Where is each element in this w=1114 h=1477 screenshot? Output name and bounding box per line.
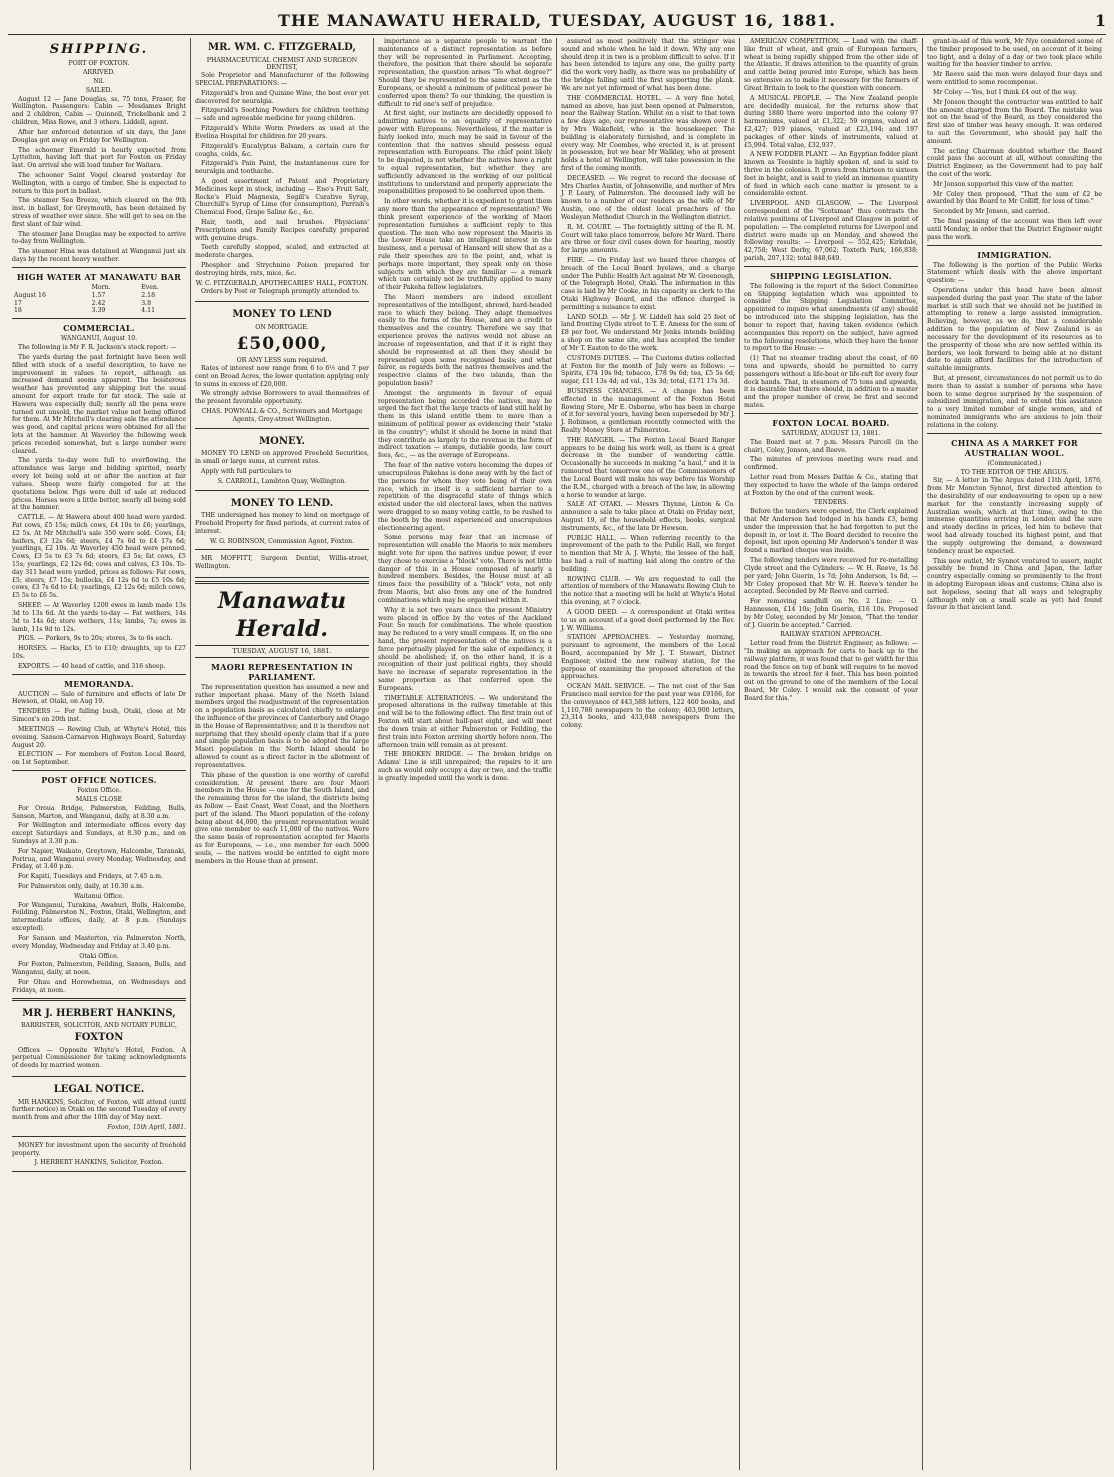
editorial-paragraph: At first sight, our instincts are decidedly opposed to admitting natives to an equality of representative power with Europeans. Nevertheless, if the matter is fairly looked into, much may be said in favour of the contention that the natives should possess equal representation with Europeans. The chief point likely to be disputed, is not whether the natives have a right to equal representation, but whether they are sufficiently advanced in the working of our political institutions to understand and properly appreciate the responsibilities proposed to be conferred upon them.: [378, 110, 552, 196]
masthead: [8, 8, 1106, 35]
immigration-heading: IMMIGRATION.: [977, 249, 1052, 260]
column-4: [557, 38, 740, 1470]
commercial-dateline: WANGANUI, August 10.: [60, 335, 138, 343]
divider: [12, 998, 186, 1001]
editorial-paragraph: Amongst the arguments in favour of equal representation being accorded the natives, may be urged the fact that the large tracts of land still held by them in this island entitle them to more than a minimum of political power as evidencing their "stake in the country"; whilst it should be borne in mind that they contribute as largely to the revenue in the form of indirect taxation — stamps, dutiable goods, law court fees, &c., — as the average of Europeans.: [378, 389, 552, 460]
advert-list-item: Fitzgerald's Pain Paint, the instantaneous cure for neuralgia and toothache.: [195, 160, 369, 176]
masthead-title: THE MANAWATU HERALD, TUESDAY, AUGUST 16, 1881.: [278, 11, 836, 30]
mails-close-label: MAILS CLOSE: [75, 795, 123, 803]
memoranda-item: AUCTION — Sale of furniture and effects of late Dr Hewson, at Otaki, on Aug 19.: [12, 690, 186, 706]
advert-title: PHARMACEUTICAL CHEMIST AND SURGEON DENTIST,: [206, 56, 358, 72]
divider: [12, 267, 186, 268]
tide-cell: 2.18: [141, 291, 156, 299]
china-wool-addressee: TO THE EDITOR OF THE ARGUS.: [960, 468, 1069, 476]
tide-table: [12, 284, 186, 315]
report-paragraph: The final passing of the account was then left over until Monday, in order that the District Engineer might pass the work.: [927, 218, 1102, 241]
advert-heading: MONEY TO LEND.: [230, 497, 334, 509]
commercial-paragraph: The following is Mr F. R. Jackson's stock report: —: [18, 344, 177, 352]
editorial-heading: MAORI REPRESENTATION IN PARLIAMENT.: [211, 661, 353, 682]
news-paragraph: A MUSICAL PEOPLE. — The New Zealand people are decidedly musical, for the returns show that during 1880 there were imported into the colony 97 harmoniums, valued at £1,322; 59 organs, valued at £2,427; 919 pianos, valued at £23,194; and 197 packages of other kinds of instruments, valued at £5,994. Total value, £32,937.: [744, 94, 918, 149]
divider: [195, 581, 369, 584]
news-paragraph: PUBLIC HALL. — When referring recently to the improvement of the path to the Public Hall, we forgot to mention that Mr A. J. Whyte, the lessee of the hall, has had a rail of matting laid along the centre of the building.: [561, 534, 735, 573]
report-paragraph: The following is the portion of the Public Works Statement which deals with the above important question: —: [927, 261, 1102, 285]
editorial-paragraph: The representation question has assumed a new and rather important phase. Many of the North Island members urged the readjustment of the representation on a population basis as calculated chiefly to enlarge the influence of the provinces of Canterbury and Otago in the House of Representatives; and it is therefore not surprising that they should openly claim that if a pure and simple population basis is to be adopted the large Maori population in the North Island should be allowed to count as a direct factor in the allotment of representatives.: [195, 683, 369, 769]
memoranda-item: MEETINGS — Rowing Club, at Whyte's Hotel, this evening. Sanson-Carnarvon Highways Board, Saturday August 20.: [12, 725, 186, 749]
advert-body: MONEY for investment upon the security of freehold property.: [12, 1141, 186, 1157]
news-paragraph: THE RANGER. — The Foxton Local Board Ranger appears to be doing his work well, as there is a great decrease in the number of wandering cattle. Occasionally he succeeds in making "a haul," and it is rumoured that tomorrow one of the Commissioners of the Local Board will make his way before his Worship the R.M., charged with a breach of the law, in allowing a horse to wander at large.: [561, 436, 735, 499]
editorial-paragraph: Some persons may fear that an increase of representation will enable the Maoris to mix members might vote for upon the natives undue power, if ever they chose to exercise a "block" vote. There is not little danger of this in a House composed of nearly a hundred members. Besides, the House must at all times face the possibility of a "block" vote, not only from Maoris, but also from any one of the hundred combinations which may be organised within it.: [378, 534, 552, 604]
report-paragraph: The acting Chairman doubted whether the Board could pass the account at all, without consulting the District Engineer, as the Government had to pay half the cost of the work.: [927, 147, 1102, 178]
post-office-item: For Sanson and Masterton, via Palmerston North, every Monday, Wednesday and Friday at 3.40 p.m.: [12, 934, 186, 950]
letter-paragraph: This new outlet, Mr Synnot ventured to assert, might possibly be found in China and Japan, the latter country especially coming so prominently to the front in adopting European ideas and customs; China also is not hopeless, seeing that all ways and telegraphy (although only on a small scale as yet) had found favour in that ancient land.: [927, 557, 1102, 612]
news-paragraph: THE COMMERCIAL HOTEL. — A very fine hotel, named as above, has just been opened at Palmerston, near the Railway Station. Whilst on a visit to that town a few days ago, our representative was shown over it by Mrs Wakefield, who is the housekeeper. The building is elaborately furnished, and is complete in every way. Mr Coombes, who erected it, is at present in possession, but we hear Mr Walkley, who at present holds a hotel at Wellington, will take possession in the first of the coming month.: [561, 94, 735, 172]
tide-cell: 1.57: [91, 291, 106, 299]
news-paragraph: THE BROKEN BRIDGE. — The broken bridge on Adams' Line is still unrepaired; the repairs to it are such as would only occupy a day or two, and the traffic is greatly impeded until the work is done.: [378, 751, 552, 782]
advert-name: MR J. HERBERT HANKINS,: [22, 1007, 176, 1019]
divider: [12, 674, 186, 675]
divider: [744, 266, 918, 267]
news-paragraph: SALE AT OTAKI. — Messrs Thynne, Linton & Co. announce a sale to take place at Otaki on Friday next, August 19, of the household effects, books, surgical instruments, &c., of the late Dr Hewson.: [561, 501, 735, 532]
advert-body: MR MOFFITT, Surgeon Dentist, Willis-street, Wellington.: [195, 555, 369, 571]
advert-legal-notice: [12, 1080, 186, 1137]
divider: [927, 433, 1102, 434]
report-paragraph: grant-in-aid of this work, Mr Nye considered some of the timber proposed to be used, on account of it being too light, and a delay of a day or two took place while waiting for the heavier timber to arrive.: [927, 38, 1102, 69]
divider: [927, 245, 1102, 246]
memoranda-item: TENDERS — For falling bush, Otaki, close at Mr Simcox's on 20th inst.: [12, 708, 186, 724]
advert-money-to-lend-2: [195, 494, 369, 551]
report-paragraph: The following tenders were received for re-metalling Clyde street and the Cylinders: — W. H. Reeve, 1s 5d per yard; John Guerin, 1s 7d; John Anderson, 1s 8d. — Mr Coley proposed that Mr W. H. Reeve's tender be accepted. Seconded by Mr Reeve and carried.: [744, 557, 918, 596]
advert-subheading: ON MORTGAGE.: [255, 323, 309, 331]
tide-cell: 2.42: [91, 299, 106, 307]
tide-cell: 3.8: [141, 299, 152, 307]
advert-amount: £50,000,: [236, 333, 328, 354]
shipping-paragraph: The schooner Saint Vogel cleared yesterday for Wellington, with a cargo of timber. She is expected to return to this port in ballast.: [12, 171, 186, 195]
post-office-name: Foxton Office.: [77, 787, 121, 795]
post-office-item: For Wanganui, Turakina, Awahuri, Bulls, Halcombe, Feilding, Palmerston N., Foxton, Otaki, Wellington, and intermediate offices, daily, at 8 p.m. (Sundays excepted).: [12, 901, 186, 933]
advert-list-item: Fitzgerald's White Worm Powders as used at the Evelina Hospital for children for 20 years.: [195, 125, 369, 140]
post-office-item: For Oroua Bridge, Palmerston, Feilding, Bulls, Sanson, Marton, and Wanganui, daily, at 8.30 a.m.: [12, 804, 186, 820]
advert-name: MR. WM. C. FITZGERALD,: [208, 42, 356, 53]
advert-body: Apply with full particulars to: [201, 467, 292, 475]
report-paragraph: Before the tenders were opened, the Clerk explained that Mr Anderson had lodged in his hands £3, being under the impression that he had forgotten to put the deposit in, or lost it. The Board decided to receive the deposit, but upon opening Mr Anderson's tender it was found a marked cheque was inside.: [744, 508, 918, 555]
port-heading: PORT OF FOXTON.: [68, 60, 130, 68]
advert-money-to-lend: [195, 305, 369, 428]
shipping-paragraph: The schooner Emerald is hourly expected from Lyttelton, having left that port for Foxton on Friday last. On arrival she will load timber for Waitara.: [12, 146, 186, 170]
page-marker: 1: [1094, 11, 1106, 30]
column-5: [740, 38, 923, 1470]
editorial-paragraph: This phase of the question is one worthy of careful consideration. At present there are four Maori members in the House — one for the South Island, and the remaining three for the island, the districts being as follow — East Coast, West Coast, and the Northern part of the island. The Maori population of the colony being about 44,000, the present representation would give one member to each 11,000 of the natives. Were the same basis of representation accepted for Maoris as for Europeans, — i.e., one member for each 5000 souls, — the natives would be entitled to eight more members in the House than at present.: [195, 771, 369, 865]
column-3: [374, 38, 557, 1470]
china-wool-subheading: (Communicated.): [987, 459, 1042, 467]
tide-cell: 17: [14, 299, 22, 307]
commercial-paragraph: PIGS. — Porkers, 9s to 20s; stores, 3s to 6s each.: [18, 635, 173, 643]
advert-body: Teeth carefully stopped, scaled, and extracted at moderate charges.: [195, 244, 369, 260]
news-paragraph: LIVERPOOL AND GLASGOW. — The Liverpool correspondent of the "Scotsman" thus contrasts the relative positions of Liverpool and Glasgow in point of population: — The completed returns for Liverpool and district were made up on Monday, and showed the following results: — Liverpool — 552,425; Kirkdale, 42,758; West Derby, 67,062; Toxteth Park, 166,838; parish, 207,132; total 848,649.: [744, 200, 918, 262]
advert-body: Hair, tooth, and nail brushes. Physicians' Prescriptions and Family Recipes carefully prepared with genuine drugs.: [195, 219, 369, 242]
china-wool-heading: CHINA AS A MARKET FOR AUSTRALIAN WOOL.: [951, 437, 1078, 458]
advert-hankins: [12, 1004, 186, 1077]
advert-date: Foxton, 15th April, 1881.: [107, 1124, 186, 1132]
advert-body: Sole Proprietor and Manufacturer of the following SPECIAL PREPARATIONS: —: [195, 72, 369, 88]
editorial-paragraph: importance as a separate people to warrant the maintenance of a distinct representation as before they will be represented in Parliament. Accepting, therefore, the position that there should be separate representation, the question arises "To what degree?" Should they be represented to the same extent as the Europeans, or should a minimum of political power be conferred upon them? To our thinking, the question is difficult to rid one's self of prejudice.: [378, 38, 552, 108]
editorial-dateline: TUESDAY, AUGUST 16, 1881.: [195, 645, 369, 657]
report-paragraph: The following is the report of the Select Committee on Shipping legislation which was appointed to consider the Shipping Legislation Committee, appointed to inquire what amendments (if any) should be introduced into the shipping legislation, has the honor to report that, having taken evidence (which accompanies this report) on the subject, have agreed to the following resolutions, which they have the honor to report to the House: —: [744, 282, 918, 353]
advert-heading: LEGAL NOTICE.: [53, 1084, 145, 1095]
column-6: [923, 38, 1106, 1470]
advert-body: MONEY TO LEND on approved Freehold Securities, in small or large sums, at current rates.: [195, 450, 369, 466]
shipping-paragraph: August 12 — Jane Douglas, ss, 75 tons, Fraser, for Wellington. Passengers: Cabin — Mesdames Bright and 2 children, Cabin — Quinnell, Trickelbank and 2 children, Miss Rowe, and 3 others. Liddell, agent.: [12, 95, 186, 127]
memoranda-heading: MEMORANDA.: [64, 678, 134, 689]
news-paragraph: STATION APPROACHES. — Yesterday morning, pursuant to agreement, the members of the Local Board, accompanied by Mr J. T. Stewart, District Engineer, visited the new railway station, for the purpose of examining the proposed alteration of the approaches.: [561, 634, 735, 681]
commercial-paragraph: CATTLE. — At Hawera about 400 head were yarded. Fat cows, £5 15s; milch cows, £4 10s to £6; yearlings, £2 5s. At Mr Mitchell's sale 350 were sold. Cows, £4; heifers, £3 12s 6d; steers, £4 7s 6d to £4 17s 6d; yearlings, £2 10s. At Waverley 450 head were penned. Cows, £3 5s to £3 7s 6d; steers, £3 5s; fat cows, £5 15s; yearlings, £2 12s 6d; cows and calves, £3 10s. To-day 311 head were yarded, prices as follows: Fat cows, £5; steers, £7 15s; bullocks, £4 12s 6d to £5 10s 6d; cows, £3 7s 6d to £4; yearlings, £2 12s 6d; milch cows, £5 5s to £6 5s.: [12, 514, 186, 600]
advert-money-security: [12, 1140, 186, 1172]
commercial-paragraph: SHEEP. — At Waverley 1200 ewes in lamb made 13s 3d to 13s 6d. At the yards to-day — Fat wethers, 14s 3d to 14s 6d; store wethers, 11s; lambs, 7s; ewes in lamb, 11s 9d to 12s.: [12, 602, 186, 633]
post-office-item: For Napier, Waikato, Greytown, Halcombe, Taranaki, Porirua, and Wanganui every Monday, Wednesday, and Friday, at 3.40 p.m.: [12, 847, 186, 871]
tide-row: [12, 307, 186, 315]
advert-heading: MONEY.: [259, 435, 305, 447]
tide-row: [12, 300, 186, 308]
tide-cell: 4.11: [141, 307, 156, 315]
advert-signature: S. CARROLL, Lambton Quay, Wellington.: [217, 477, 347, 485]
tide-row: [12, 292, 186, 300]
report-paragraph: Seconded by Mr Jonson, and carried.: [933, 208, 1050, 216]
news-paragraph: A NEW FODDER PLANT. — An Egyptian fodder plant known as Teosinte is highly spoken of, and is said to thrive in the colonies. It grows from thirteen to sixteen feet in height, and is said to yield an immense quantity of feed in which each cane matter is present to a considerable extent.: [744, 151, 918, 198]
sailed-label: SAILED.: [85, 86, 113, 94]
advert-body: Phosphor and Strychnine Poison prepared for destroying birds, rats, mice, &c.: [195, 262, 369, 277]
news-paragraph: OCEAN MAIL SERVICE. — The net cost of the San Francisco mail service for the past year was £9166, for the conveyance of 443,588 letters, 122 460 books, and 1,110,786 newspapers to the colony; 463,900 letters, 23,314 books, and 433,048 newspapers from the colony.: [561, 683, 735, 730]
editorial-paragraph: Why it is not two years since the present Ministry were placed in office by the votes of the Auckland Four. So much for combinations. The whole question may be reduced to a very small compass. If, on the one hand, the present representation of the natives is a farce perpetually played for the sake of expediency, it should be abolished; if, on the other hand, it is a recognition of their just political rights, they should have no increase of separate representation in the same proportion as that conferred upon the Europeans.: [378, 606, 552, 692]
tide-col-header: Morn.: [91, 283, 111, 291]
report-paragraph: Mr Reeve said the men were delayed four days and were entitled to some recompense.: [927, 71, 1102, 87]
post-office-name: Waitanui Office.: [73, 892, 125, 900]
advert-signature: W. G. ROBINSON, Commission Agent, Foxton.: [209, 537, 355, 545]
advert-signature: J. HERBERT HANKINS, Solicitor, Foxton.: [34, 1159, 164, 1167]
news-paragraph: LAND SOLD. — Mr J. W. Liddell has sold 25 feet of land fronting Clyde street to T. E. Amess for the sum of £8 per foot. We understand Mr Jenks intends building a shop on the same site, and has accepted the tender of Mr T. Easton to do the work.: [561, 313, 735, 352]
arrived-nil: Nil.: [93, 78, 105, 85]
tide-cell: August 16: [14, 291, 46, 299]
advert-body: THE undersigned has money to lend on mortgage of Freehold Property for fixed periods, at current rates of interest.: [195, 512, 369, 535]
editorial-paragraph: The Maori members are indeed excellent representatives of the intelligent, shrewd, hard-headed race to which they belong. They adapt themselves easily to the forms of the House, and are a credit to themselves and the country. Therefore we say that experience proves the natives would not abuse an increase of representation, and that if it is right they should be represented at all then they should be represented upon some recognised basis; and what fairer, as regards both the natives themselves and the respective claims of the two islands, than the population basis?: [378, 294, 552, 387]
advert-list-item: Fitzgerald's Soothing Powders for children teething — safe and agreeable medicine for young children.: [195, 107, 369, 123]
column-1: [8, 38, 191, 1470]
report-paragraph: The Board met at 7 p.m. Messrs Purcell (in the chair), Coley, Jonson, and Reeve.: [744, 438, 918, 454]
advert-signature: W. C. FITZGERALD, APOTHECARIES' HALL, FOXTON.: [195, 279, 369, 287]
news-paragraph: FIRE. — On Friday last we heard three charges of breach of the Local Board byelaws, and a charge under The Public Health Act against Mr W. Greenough, of the Telegraph Hotel, Otaki. The information in this case is laid by Mr Cooke, in his capacity as clerk to the Otaki Highway Board, and the offence charged is permitting a nuisance to exist.: [561, 256, 735, 311]
memoranda-item: ELECTION — For members of Foxton Local Board, on 1st September.: [12, 751, 186, 767]
shipping-heading: SHIPPING.: [49, 42, 149, 57]
advert-body: MR HANKINS, Solicitor, of Foxton, will attend (until further notice) in Otaki on the second Tuesday of every month from and after the 10th day of May next.: [12, 1098, 186, 1122]
report-paragraph: Mr Jonson supported this view of the matter.: [933, 180, 1074, 188]
commercial-paragraph: The yards during the past fortnight have been well filled with stock of a useful description, to have no improvement in values to report, although an increased demand seems apparent. The boisterous weather has prevented any shipping but the usual amount for export trade for fat stock. The sale at Hawera was especially dull; nearly all the pens were turned out unsold, the market value not being offered for them. At Mr Mitchell's clearing sale the attendance was good, and capital prices were obtained for all the lots at the hammer. At Waverley the following week prices receded somewhat, but a large number were cleared.: [12, 353, 186, 455]
news-paragraph: AMERICAN COMPETITION. — Land with the chaff-like fruit of wheat, and grain of European farmers, wheat is being rapidly shipped from the other side of the Atlantic. It draws attention to the quantity of grain and cattle being poured into Europe, which has been so extensive as to make it necessary for the farmers of Great Britain to look to the question with concern.: [744, 38, 918, 92]
report-paragraph: (1) That no steamer trading about the coast, of 60 tons and upwards, should be permitted to carry passengers without a life-boat or life-raft for every four deck hands. That, in steamers of 75 tons and upwards, it is desirable that there should, in addition to a master and the proper number of crew, be first and second mates.: [744, 355, 918, 410]
shipping-paragraph: The steamer Jane Douglas may be expected to arrive to-day from Wellington.: [12, 230, 186, 246]
advert-body: Orders by Post or Telegraph promptly attended to.: [201, 287, 360, 295]
news-paragraph: DECEASED. — We regret to record the decease of Mrs Charles Austin, of Johnsonville, and mother of Mrs J. P. Leary, of Palmerston. The deceased lady will be known to a number of our readers as the wife of Mr Austin, one of the oldest local preachers of the Wesleyan Methodist Church in the Wellington district.: [561, 174, 735, 221]
editorial-paragraph: The fear of the native voters becoming the dupes of unscrupulous Pakehas is done away with by the fact of the persons for whom they vote being of their own race, which in itself is a sufficient barrier to a repetition of the disgraceful state of things which existed under the old electoral laws, when the natives were dragged to so many voting cattle, to be rushed to the booth by the most experienced and unscrupulous electioneering agent.: [378, 462, 552, 532]
shipping-paragraph: After her enforced detention of six days, the Jane Douglas got away on Friday for Wellington.: [12, 128, 186, 144]
news-paragraph: R. M. COURT. — The fortnightly sitting of the R. M. Court will take place tomorrow, before Mr Ward. There are three or four civil cases down for hearing, mostly for large amounts.: [561, 223, 735, 255]
advert-amount-tail: OR ANY LESS sum required.: [236, 357, 328, 365]
post-office-item: For Foxton, Palmerston, Feilding, Sanson, Bulls, and Wanganui, daily, at noon.: [12, 961, 186, 977]
post-office-item: For Ohau and Horowhenua, on Wednesdays and Fridays, at noon.: [12, 978, 186, 994]
report-paragraph: Mr Coley — Yes, but I think £4 out of the way.: [933, 88, 1077, 96]
divider: [12, 318, 186, 319]
tide-col-header: [12, 284, 90, 292]
newspaper-flag: Manawatu Herald.: [217, 587, 347, 642]
advert-body: We strongly advise Borrowers to avail themselves of the present favorable opportunity.: [195, 390, 369, 406]
divider: [744, 413, 918, 414]
local-board-date: SATURDAY, AUGUST 13, 1881.: [781, 429, 881, 437]
report-paragraph: The minutes of previous meeting were read and confirmed.: [744, 456, 918, 472]
advert-signature: CHAS. POWNALL & CO., Scriveners and Mortgage Agents, Grey-street Wellington.: [201, 408, 363, 423]
advert-body: Rates of interest now range from 6 to 6½ and 7 per cent on Broad Acres, the lower quotation applying only to sums in excess of £20,000.: [195, 364, 369, 388]
report-paragraph: But, at present, circumstances do not permit us to do more than to assist a number of persons who have been to some degree surprised by the suspension of subsidized immigration, and to extend this assistance to a very limited number of single women, and of nominated immigrants who are anxious to join their relations in the colony.: [927, 374, 1102, 429]
columns: [8, 38, 1106, 1470]
report-paragraph: Mr Coley then proposed, "That the sum of £2 be awarded by this Board to Mr Colliff, for loss of time.": [927, 190, 1102, 206]
news-paragraph: BUSINESS CHANGES. — A change has been effected in the management of the Foxton Hotel Rowing Store, Mr E. Osborne, who has been in charge of it for several years, having been superseded by Mr J. J. Robinson, a gentleman recently connected with the Realty Money Store at Palmerston.: [561, 387, 735, 434]
editorial-paragraph: In other words, whether it is expedient to grant them any more than the appearance of representation? We think present experience of the working of Maori representation furnishes a sufficient reply to this question. The men who now represent the Maoris in the Lower House take an intelligent interest in the business, and a perusal of Hansard will show that as a rule their speeches are to the point, and, what is perhaps more important, they speak only on those subjects with which they are familiar — a remark which can certainly not be truthfully applied to many of their Pakeha fellow legislators.: [378, 198, 552, 292]
shipping-legislation-heading: SHIPPING LEGISLATION.: [770, 270, 892, 281]
advert-money: [195, 432, 369, 491]
news-paragraph: TIMETABLE ALTERATIONS. — We understand the proposed alterations in the railway timetable at this end will be to the following effect. The first train out of Foxton will start about half-past eight, and will meet the down train at either Palmerston or Feilding, the first train into Foxton arriving shortly before noon. The afternoon train will remain as at present.: [378, 694, 552, 749]
tide-heading: HIGH WATER AT MANAWATU BAR: [16, 271, 182, 282]
report-paragraph: Letter read from the District Engineer, as follows: — "In making an approach for carts to back up to the railway platform, it was found that to get width for this road the fence on top of bank will require to be moved in towards the street for 4 feet. This has been pointed out on the ground to one of the members of the Local Board, Mr Coley. I would ask the consent of your Board for this.": [744, 640, 918, 702]
local-board-heading: FOXTON LOCAL BOARD.: [772, 417, 890, 428]
advert-body: A good assortment of Patent and Proprietary Medicines kept in stock, including — Eno's Fruit Salt, Rocke's Fluid Magnesia, Segill's Curative Syrup, Churchill's Syrup of Lime (for consumption), Parrish's Chemical Food, Grape Saline &c., &c.: [195, 177, 369, 217]
post-office-name: Otaki Office.: [79, 952, 119, 960]
shipping-paragraph: The steamer Sea Breeze, which cleared on the 9th inst. in ballast, for Greymouth, has been detained by stress of weather ever since. She will get to sea on the first slant of fair wind.: [12, 197, 186, 228]
post-office-item: For Palmerston only, daily, at 10.30 a.m.: [18, 883, 144, 890]
commercial-paragraph: EXPORTS. — 40 head of cattle, and 316 sheep.: [18, 662, 166, 670]
advert-body: Offices — Opposite Whyte's Hotel, Foxton. A perpetual Commissioner for taking acknowledgments of deeds by married women.: [12, 1046, 186, 1070]
advert-title: BARRISTER, SOLICITOR, AND NOTARY PUBLIC,: [20, 1022, 177, 1030]
tenders-subheading: TENDERS.: [813, 499, 849, 507]
report-paragraph: Mr Jonson thought the contractor was entitled to half the amount charged from the Board. The mistake was not on the head of the Board, as they considered the first size of timber was heavy enough. It was ordered to suit the Government, who should pay half the amount.: [927, 98, 1102, 145]
commercial-paragraph: The yards to-day were full to overflowing, the attendance was large and bidding spirited, nearly every lot being sold at or after the auction at fair values. Sheep were fairly competed for at the quotations below. Pigs were dull of sale at reduced prices. Horses were a little better, nearly all being sold at the hammer.: [12, 457, 186, 512]
news-paragraph: A GOOD DEED. — A correspondent at Otaki writes to us an account of a good deed performed by the Rev. J. W. Williams.: [561, 608, 735, 632]
railway-subheading: RAILWAY STATION APPROACH.: [780, 631, 882, 639]
commercial-paragraph: HORSES. — Hacks, £5 to £10; draughts, up to £27 10s.: [12, 645, 186, 660]
report-paragraph: For removing sandhill on No. 2 Line: — O. Hannesson, £14 10s; John Guerin, £16 10s. Proposed by Mr Coley, seconded by Mr Jonson, "That the tender of J. Guerin be accepted." Carried.: [744, 598, 918, 629]
post-office-item: For Wellington and intermediate offices every day except Saturdays and Sundays, at 8.30 p.m., and on Sundays at 3.30 p.m.: [12, 822, 186, 845]
commercial-heading: COMMERCIAL.: [63, 323, 135, 334]
tide-cell: 18: [14, 307, 22, 315]
advert-place: FOXTON: [74, 1031, 124, 1043]
advert-fitzgerald: [195, 38, 369, 302]
column-2: [191, 38, 374, 1470]
advert-moffitt: [195, 553, 369, 578]
post-office-heading: POST OFFICE NOTICES.: [41, 774, 157, 785]
tide-cell: 3.39: [91, 307, 106, 315]
advert-list-item: Fitzgerald's Eucalyptus Balsam, a certain cure for coughs, colds, &c.: [195, 142, 369, 158]
report-paragraph: Letter read from Messrs Dathie & Co., stating that they expected to have the whole of the lamps ordered at Foxton by the end of the current week.: [744, 473, 918, 497]
letter-paragraph: Sir, — A letter in The Argus dated 11th April, 1876, from Mr Moncton Synnot, first directed attention to the desirability of our endeavouring to open up a new market for the constantly increasing supply of Australian wools, which at that time, owing to the immense quantities arriving in London and the sure and steady decline in prices, led him to believe that wool had already touched its highest point, and that the supply outgrowing the demand, a downward tendency must be expected.: [927, 477, 1102, 555]
news-paragraph: CUSTOMS DUTIES. — The Customs duties collected at Foxton for the month of July were as follows: — Spirits, £74 19s 9d; tobacco, £78 9s 6d; tea, £5 5s 6d; sugar, £11 13s 4d; ad val., 13s 3d; total, £171 17s 3d.: [561, 354, 735, 386]
arrived-label: ARRIVED.: [83, 69, 115, 77]
news-paragraph: ROWING CLUB. — We are requested to call the attention of members of the Manawatu Rowing Club to the notice that a meeting will be held at Whyte's Hotel this evening, at 7 o'clock.: [561, 575, 735, 607]
tide-header-row: [12, 284, 186, 292]
post-office-item: For Kapiti, Tuesdays and Fridays, at 7.45 a.m.: [18, 873, 163, 881]
divider: [12, 770, 186, 771]
news-paragraph: assured as most positively that the stringer was sound and whole when he laid it down. Why any one should drop it in two is a problem difficult to solve. If it has been intended to injure any one, the guilty party did the work very badly, as there was no probability of the bridge falling until the first supporting the plank. We are not yet informed of what has been done.: [561, 38, 735, 92]
report-paragraph: Operations under this head have been almost suspended during the past year. The state of the labor market is still such that we should not be justified in attempting to renew a large assisted immigration. Believing, however, as we do, that a considerable addition to the population of New Zealand is as necessary for the development of its resources as to the prosperity of those who are now settled within its borders, we look forward to being able at no distant date to again afford facilities for the introduction of suitable immigrants.: [927, 287, 1102, 373]
advert-heading: MONEY TO LEND: [232, 309, 332, 321]
shipping-paragraph: The steamer Hina was detained at Wanganui just six days by the recent heavy weather.: [12, 248, 186, 264]
tide-col-header: Even.: [141, 283, 159, 291]
advert-list-item: Fitzgerald's Iron and Quinine Wine, the best ever yet discovered for neuralgia.: [195, 89, 369, 105]
